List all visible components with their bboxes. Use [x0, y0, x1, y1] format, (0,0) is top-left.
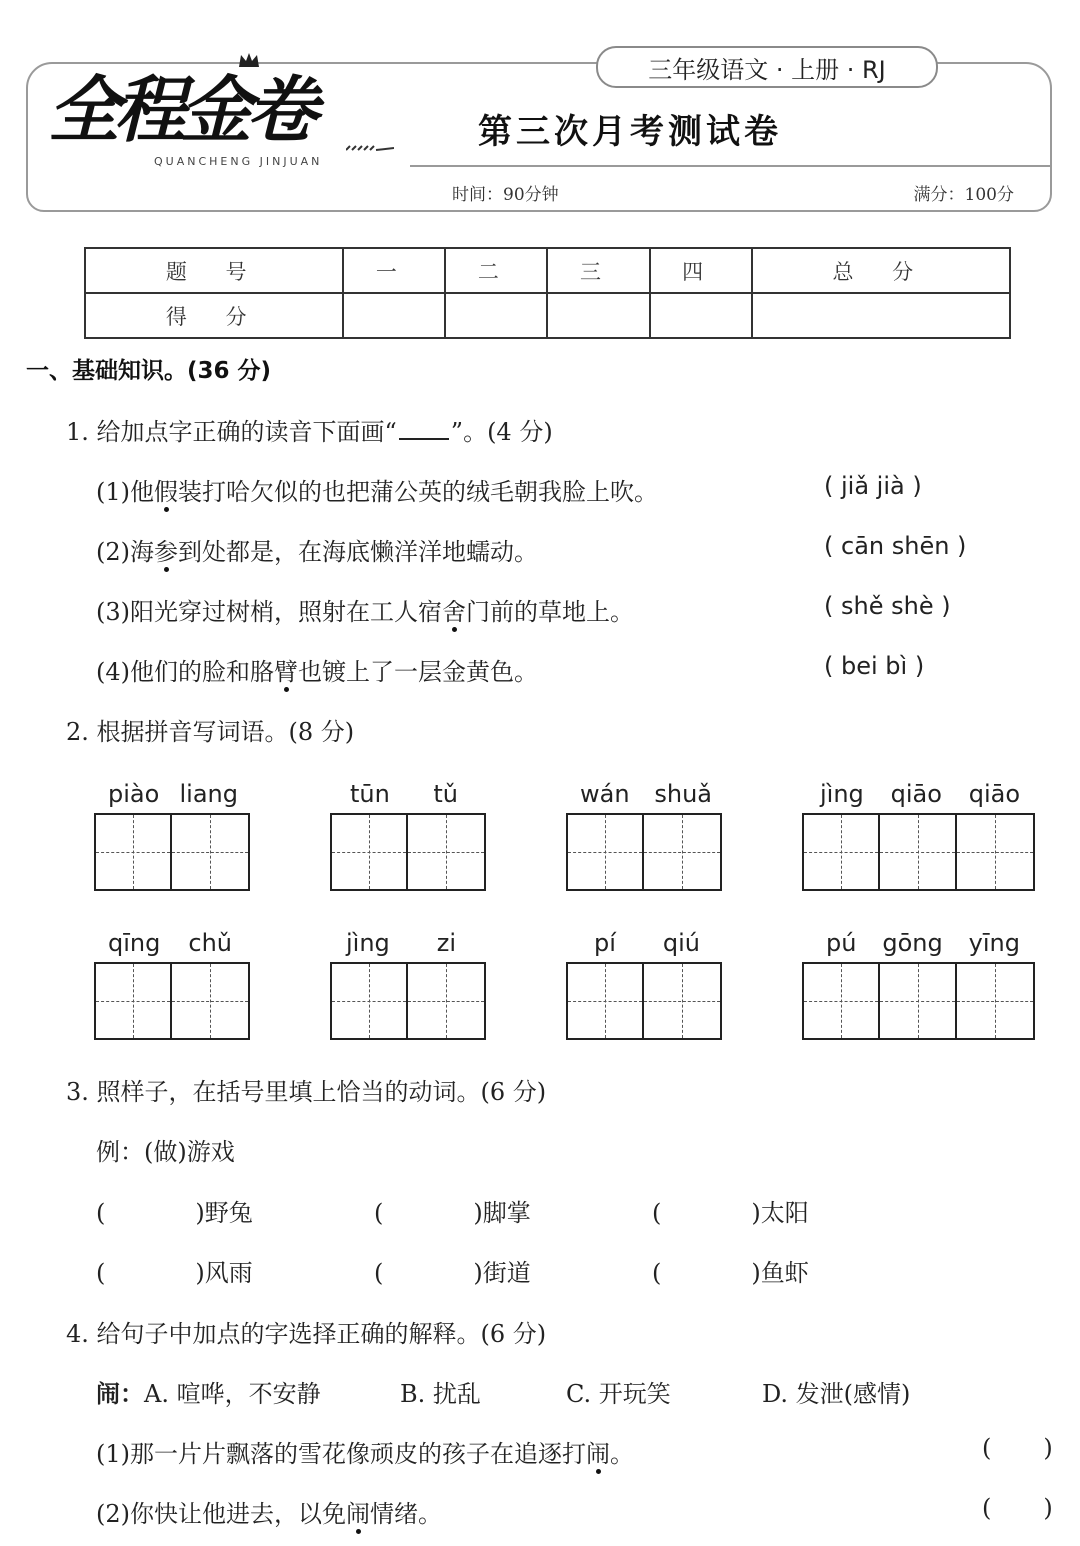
q1-item [96, 532, 538, 567]
grid-cell[interactable] [172, 815, 248, 889]
score-cell[interactable] [343, 293, 445, 338]
grid-cell[interactable] [568, 815, 644, 889]
grid-cell[interactable] [96, 964, 172, 1038]
pinyin-syllable: wán [580, 780, 630, 808]
dotted-char: 舍 [442, 598, 466, 626]
q1-item-text: (4)他们的脸和胳 [96, 658, 274, 686]
score-cell[interactable] [547, 293, 649, 338]
option-a: A. 喧哗，不安静 [144, 1380, 321, 1408]
pinyin-syllable: qiāo [890, 780, 942, 808]
pinyin-syllable: chǔ [188, 929, 232, 957]
grid-cell[interactable] [957, 964, 1033, 1038]
fill-blank-word: 野兔 [204, 1199, 253, 1227]
pinyin-label [594, 929, 700, 957]
fill-blank-item[interactable]: ( )鱼虾 [652, 1259, 809, 1287]
question-3-example: 例：(做)游戏 [96, 1138, 235, 1166]
pinyin-syllable: shuǎ [654, 780, 712, 808]
pinyin-syllable: jìng [346, 929, 390, 957]
pinyin-syllable: zi [436, 929, 456, 957]
dotted-char: 臂 [274, 658, 298, 686]
fill-blank-word: 风雨 [204, 1259, 253, 1287]
q4-item-text: 。 [610, 1440, 634, 1468]
pinyin-label [350, 780, 458, 808]
score-table-label: 得 分 [85, 293, 343, 338]
paper-title: 第三次月考测试卷 [478, 112, 782, 152]
q4-item-text: (1)那一片片飘落的雪花像顽皮的孩子在追逐打 [96, 1440, 586, 1468]
writing-grid[interactable] [330, 813, 486, 891]
grade-badge: 三年级语文 · 上册 · RJ [596, 46, 938, 88]
dotted-char: 假 [154, 478, 178, 506]
q1-item-text: (2)海 [96, 538, 154, 566]
grid-cell[interactable] [96, 815, 172, 889]
grid-cell[interactable] [644, 815, 720, 889]
q4-item [96, 1434, 634, 1469]
q1-item [96, 472, 658, 507]
option-char: 闹： [96, 1379, 144, 1408]
grid-cell[interactable] [644, 964, 720, 1038]
crown-icon [238, 52, 260, 68]
option-c: C. 开玩笑 [566, 1380, 671, 1408]
pinyin-label [346, 929, 456, 957]
fill-blank-word: 脚掌 [482, 1199, 531, 1227]
fill-blank-item[interactable]: ( )野兔 [96, 1199, 253, 1227]
grid-cell[interactable] [408, 815, 484, 889]
q1-pinyin-choices[interactable]: ( jiǎ jià ) [824, 472, 922, 500]
grid-cell[interactable] [957, 815, 1033, 889]
pinyin-syllable: pí [594, 929, 616, 957]
grid-cell[interactable] [568, 964, 644, 1038]
dotted-char: 参 [154, 538, 178, 566]
pinyin-label [108, 929, 232, 957]
q1-item [96, 652, 538, 687]
fill-blank-word: 鱼虾 [760, 1259, 809, 1287]
writing-grid[interactable] [566, 962, 722, 1040]
pinyin-syllable: piào [108, 780, 160, 808]
question-1-prompt-b: ”。(4 分) [450, 418, 553, 446]
question-3-prompt: 3. 照样子，在括号里填上恰当的动词。(6 分) [66, 1078, 547, 1106]
q4-item [96, 1494, 442, 1529]
q4-options-char [96, 1374, 321, 1409]
writing-grid[interactable] [802, 813, 1035, 891]
q1-item-text: (3)阳光穿过树梢，照射在工人宿 [96, 598, 442, 626]
grid-cell[interactable] [880, 815, 956, 889]
score-table-label: 题 号 [85, 248, 343, 293]
logo-dash-decoration [346, 145, 394, 151]
full-score: 满分：100分 [913, 185, 1014, 205]
question-2-prompt: 2. 根据拼音写词语。(8 分) [66, 718, 355, 746]
pinyin-label [580, 780, 712, 808]
q1-pinyin-choices[interactable]: ( bei bì ) [824, 652, 925, 680]
writing-grid[interactable] [94, 962, 250, 1040]
pinyin-syllable: liang [179, 780, 238, 808]
fill-blank-word: 太阳 [760, 1199, 809, 1227]
q1-item-text: 门前的草地上。 [466, 598, 634, 626]
fill-blank-item[interactable]: ( )街道 [374, 1259, 531, 1287]
answer-paren[interactable]: ( ) [982, 1434, 1053, 1462]
pinyin-label [108, 780, 238, 808]
score-table-col: 一 [343, 248, 445, 293]
q1-item-text: 装打哈欠似的也把蒲公英的绒毛朝我脸上吹。 [178, 478, 658, 506]
grid-cell[interactable] [408, 964, 484, 1038]
writing-grid[interactable] [802, 962, 1035, 1040]
grid-cell[interactable] [804, 964, 880, 1038]
fill-blank-item[interactable]: ( )太阳 [652, 1199, 809, 1227]
q1-item-text: 也镀上了一层金黄色。 [298, 658, 538, 686]
fill-blank-word: 街道 [482, 1259, 531, 1287]
score-cell[interactable] [752, 293, 1010, 338]
grid-cell[interactable] [880, 964, 956, 1038]
section-title: 一、基础知识。(36 分) [26, 358, 272, 384]
pinyin-syllable: tūn [350, 780, 390, 808]
pinyin-syllable: qiāo [968, 780, 1020, 808]
writing-grid[interactable] [94, 813, 250, 891]
q4-item-text: 情绪。 [370, 1500, 442, 1528]
fill-blank-item[interactable]: ( )脚掌 [374, 1199, 531, 1227]
header-divider [410, 165, 1052, 167]
q1-pinyin-choices[interactable]: ( cān shēn ) [824, 532, 967, 560]
grid-cell[interactable] [804, 815, 880, 889]
q1-item-text: (1)他 [96, 478, 154, 506]
pinyin-syllable: jìng [820, 780, 864, 808]
option-d: D. 发泄(感情) [762, 1380, 911, 1408]
pinyin-label [820, 780, 1020, 808]
score-table-header-row [85, 248, 1010, 293]
pinyin-syllable: tǔ [433, 780, 458, 808]
score-table-total: 总 分 [752, 248, 1010, 293]
pinyin-syllable: qiú [662, 929, 700, 957]
brand-logo-subtext: QUANCHENG JINJUAN [154, 155, 323, 168]
question-1-prompt-a: 1. 给加点字正确的读音下面画“ [66, 418, 397, 446]
score-cell[interactable] [445, 293, 547, 338]
grid-cell[interactable] [332, 964, 408, 1038]
q1-item [96, 592, 634, 627]
q1-item-text: 到处都是，在海底懒洋洋地蠕动。 [178, 538, 538, 566]
dotted-char: 闹 [346, 1500, 370, 1528]
brand-logo: 全程金卷 [48, 68, 313, 152]
dotted-char: 闹 [586, 1440, 610, 1468]
pinyin-label [826, 929, 1020, 957]
q4-item-text: (2)你快让他进去，以免 [96, 1500, 346, 1528]
score-cell[interactable] [650, 293, 752, 338]
fill-blank-item[interactable]: ( )风雨 [96, 1259, 253, 1287]
score-table-score-row [85, 293, 1010, 338]
pinyin-syllable: pú [826, 929, 857, 957]
pinyin-syllable: gōng [882, 929, 943, 957]
writing-grid[interactable] [330, 962, 486, 1040]
question-1-prompt [66, 412, 553, 447]
q1-pinyin-choices[interactable]: ( shě shè ) [824, 592, 951, 620]
writing-grid[interactable] [566, 813, 722, 891]
score-table-col: 二 [445, 248, 547, 293]
grid-cell[interactable] [172, 964, 248, 1038]
answer-paren[interactable]: ( ) [982, 1494, 1053, 1522]
score-table [84, 247, 1011, 339]
underline-mark [399, 438, 449, 440]
score-table-col: 三 [547, 248, 649, 293]
score-table-col: 四 [650, 248, 752, 293]
pinyin-syllable: yīng [968, 929, 1020, 957]
pinyin-syllable: qīng [108, 929, 161, 957]
time-limit: 时间：90分钟 [452, 185, 559, 205]
grid-cell[interactable] [332, 815, 408, 889]
question-4-prompt: 4. 给句子中加点的字选择正确的解释。(6 分) [66, 1320, 547, 1348]
option-b: B. 扰乱 [400, 1380, 481, 1408]
